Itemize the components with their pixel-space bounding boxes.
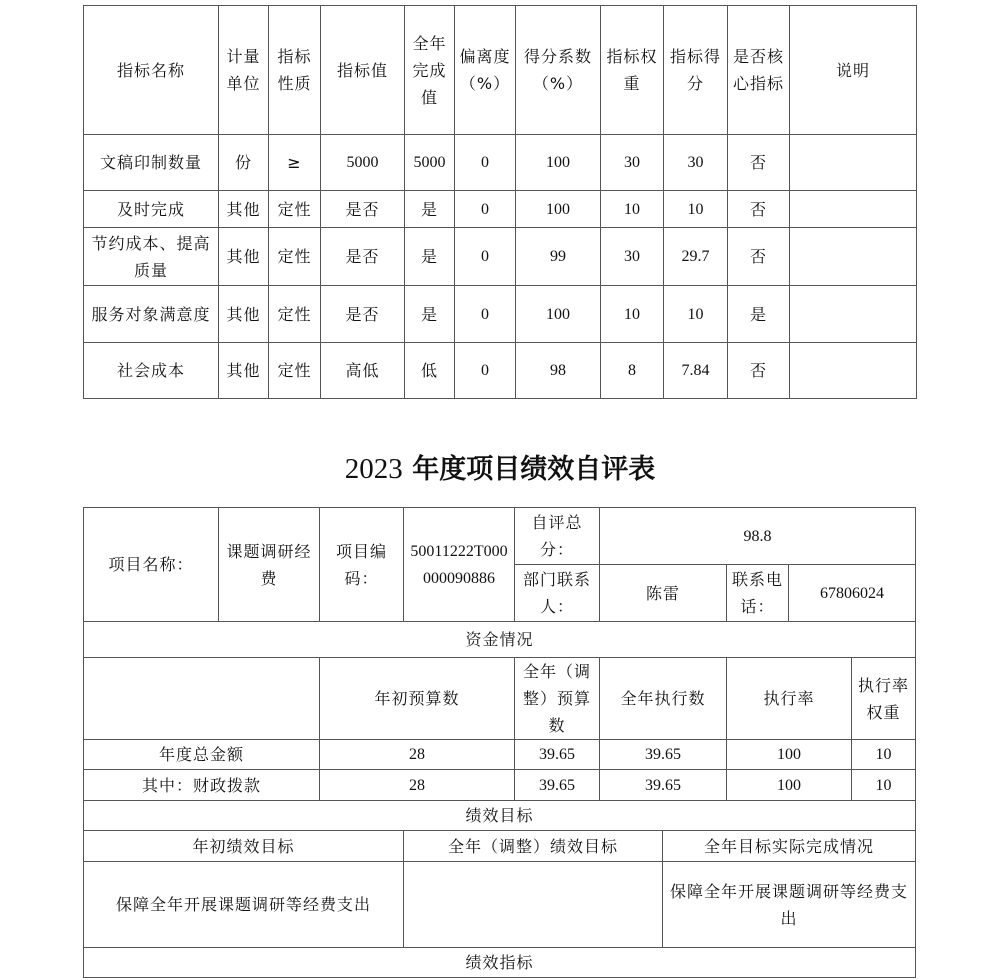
cell-core: 是 bbox=[728, 286, 790, 343]
header-unit: 计量单位 bbox=[219, 6, 269, 135]
header-actual-value: 全年完成值 bbox=[405, 6, 455, 135]
table-row bbox=[84, 191, 917, 228]
cell-weight: 10 bbox=[601, 286, 664, 343]
cell-notes bbox=[790, 228, 917, 286]
funds-header-executed: 全年执行数 bbox=[600, 658, 727, 740]
header-weight: 指标权重 bbox=[601, 6, 664, 135]
header-score: 指标得分 bbox=[664, 6, 728, 135]
cell-unit: 其他 bbox=[219, 191, 269, 228]
cell-score: 30 bbox=[664, 135, 728, 191]
cell-indicator-name: 服务对象满意度 bbox=[84, 286, 219, 343]
score-value: 98.8 bbox=[600, 508, 916, 565]
indicators-section-row bbox=[84, 948, 916, 978]
self-evaluation-table bbox=[83, 507, 916, 978]
goals-section-title: 绩效目标 bbox=[84, 801, 916, 831]
cell-score-coef: 100 bbox=[516, 286, 601, 343]
header-deviation: 偏离度（%） bbox=[455, 6, 516, 135]
cell-core: 否 bbox=[728, 228, 790, 286]
funds-executed: 39.65 bbox=[600, 770, 727, 801]
cell-unit: 份 bbox=[219, 135, 269, 191]
cell-score-coef: 99 bbox=[516, 228, 601, 286]
funds-executed: 39.65 bbox=[600, 740, 727, 770]
cell-notes bbox=[790, 191, 917, 228]
funds-rate-weight: 10 bbox=[852, 770, 916, 801]
cell-score: 7.84 bbox=[664, 343, 728, 399]
funds-row-fiscal bbox=[84, 770, 916, 801]
cell-indicator-name: 社会成本 bbox=[84, 343, 219, 399]
header-core: 是否核心指标 bbox=[728, 6, 790, 135]
cell-score-coef: 100 bbox=[516, 135, 601, 191]
cell-nature: 定性 bbox=[269, 286, 321, 343]
cell-target-value: 高低 bbox=[321, 343, 405, 399]
header-notes: 说明 bbox=[790, 6, 917, 135]
cell-target-value: 是否 bbox=[321, 286, 405, 343]
funds-section-row bbox=[84, 622, 916, 658]
indicators-section-title: 绩效指标 bbox=[84, 948, 916, 978]
cell-target-value: 是否 bbox=[321, 191, 405, 228]
cell-actual-value: 5000 bbox=[405, 135, 455, 191]
cell-score: 10 bbox=[664, 191, 728, 228]
funds-rate-weight: 10 bbox=[852, 740, 916, 770]
funds-row-label: 其中：财政拨款 bbox=[84, 770, 320, 801]
funds-header-blank bbox=[84, 658, 320, 740]
cell-unit: 其他 bbox=[219, 286, 269, 343]
indicator-table bbox=[83, 5, 917, 399]
goals-header-actual: 全年目标实际完成情况 bbox=[663, 831, 916, 862]
cell-deviation: 0 bbox=[455, 228, 516, 286]
goals-header-adjusted: 全年（调整）绩效目标 bbox=[404, 831, 663, 862]
cell-target-value: 是否 bbox=[321, 228, 405, 286]
cell-notes bbox=[790, 135, 917, 191]
cell-target-value: 5000 bbox=[321, 135, 405, 191]
contact-value: 陈雷 bbox=[600, 565, 727, 622]
goals-actual-value: 保障全年开展课题调研等经费支出 bbox=[663, 862, 916, 948]
project-code-value: 50011222T000000090886 bbox=[404, 508, 515, 622]
table-row bbox=[84, 286, 917, 343]
score-label: 自评总分： bbox=[515, 508, 600, 565]
table-row bbox=[84, 135, 917, 191]
funds-exec-rate: 100 bbox=[727, 770, 852, 801]
cell-nature: 定性 bbox=[269, 228, 321, 286]
funds-row-total bbox=[84, 740, 916, 770]
goals-header-initial: 年初绩效目标 bbox=[84, 831, 404, 862]
cell-nature: 定性 bbox=[269, 343, 321, 399]
funds-exec-rate: 100 bbox=[727, 740, 852, 770]
phone-label: 联系电话： bbox=[727, 565, 789, 622]
cell-weight: 8 bbox=[601, 343, 664, 399]
cell-notes bbox=[790, 286, 917, 343]
cell-notes bbox=[790, 343, 917, 399]
phone-value: 67806024 bbox=[789, 565, 916, 622]
cell-score-coef: 100 bbox=[516, 191, 601, 228]
cell-indicator-name: 节约成本、提高质量 bbox=[84, 228, 219, 286]
header-indicator-name: 指标名称 bbox=[84, 6, 219, 135]
indicator-header-row bbox=[84, 6, 917, 135]
cell-nature: 定性 bbox=[269, 191, 321, 228]
funds-header-adjusted-budget: 全年（调整）预算数 bbox=[515, 658, 600, 740]
cell-deviation: 0 bbox=[455, 135, 516, 191]
goals-adjusted-value bbox=[404, 862, 663, 948]
cell-deviation: 0 bbox=[455, 191, 516, 228]
title-year: 2023 bbox=[344, 453, 403, 485]
funds-initial-budget: 28 bbox=[320, 770, 515, 801]
funds-initial-budget: 28 bbox=[320, 740, 515, 770]
goals-initial-value: 保障全年开展课题调研等经费支出 bbox=[84, 862, 404, 948]
funds-header-rate-weight: 执行率权重 bbox=[852, 658, 916, 740]
funds-section-title: 资金情况 bbox=[84, 622, 916, 658]
header-nature: 指标性质 bbox=[269, 6, 321, 135]
goals-header-row bbox=[84, 831, 916, 862]
table-row bbox=[84, 343, 917, 399]
project-code-label: 项目编码： bbox=[320, 508, 404, 622]
cell-core: 否 bbox=[728, 343, 790, 399]
cell-actual-value: 是 bbox=[405, 191, 455, 228]
cell-actual-value: 是 bbox=[405, 228, 455, 286]
table-row bbox=[84, 228, 917, 286]
cell-score: 10 bbox=[664, 286, 728, 343]
goals-section-row bbox=[84, 801, 916, 831]
info-row-1 bbox=[84, 508, 916, 565]
header-score-coef: 得分系数（%） bbox=[516, 6, 601, 135]
funds-header-exec-rate: 执行率 bbox=[727, 658, 852, 740]
cell-indicator-name: 文稿印制数量 bbox=[84, 135, 219, 191]
contact-label: 部门联系人： bbox=[515, 565, 600, 622]
cell-unit: 其他 bbox=[219, 228, 269, 286]
page-title bbox=[0, 447, 1000, 486]
funds-row-label: 年度总金额 bbox=[84, 740, 320, 770]
title-text: 年度项目绩效自评表 bbox=[412, 454, 656, 485]
funds-header-row bbox=[84, 658, 916, 740]
cell-weight: 10 bbox=[601, 191, 664, 228]
cell-actual-value: 是 bbox=[405, 286, 455, 343]
cell-core: 否 bbox=[728, 191, 790, 228]
cell-actual-value: 低 bbox=[405, 343, 455, 399]
funds-adjusted-budget: 39.65 bbox=[515, 770, 600, 801]
cell-nature: ≥ bbox=[269, 135, 321, 191]
cell-core: 否 bbox=[728, 135, 790, 191]
cell-deviation: 0 bbox=[455, 286, 516, 343]
cell-weight: 30 bbox=[601, 228, 664, 286]
cell-deviation: 0 bbox=[455, 343, 516, 399]
cell-weight: 30 bbox=[601, 135, 664, 191]
cell-score: 29.7 bbox=[664, 228, 728, 286]
funds-adjusted-budget: 39.65 bbox=[515, 740, 600, 770]
cell-unit: 其他 bbox=[219, 343, 269, 399]
cell-indicator-name: 及时完成 bbox=[84, 191, 219, 228]
funds-header-initial-budget: 年初预算数 bbox=[320, 658, 515, 740]
project-name-value: 课题调研经费 bbox=[219, 508, 320, 622]
cell-score-coef: 98 bbox=[516, 343, 601, 399]
goals-value-row bbox=[84, 862, 916, 948]
header-target-value: 指标值 bbox=[321, 6, 405, 135]
project-name-label: 项目名称： bbox=[84, 508, 219, 622]
